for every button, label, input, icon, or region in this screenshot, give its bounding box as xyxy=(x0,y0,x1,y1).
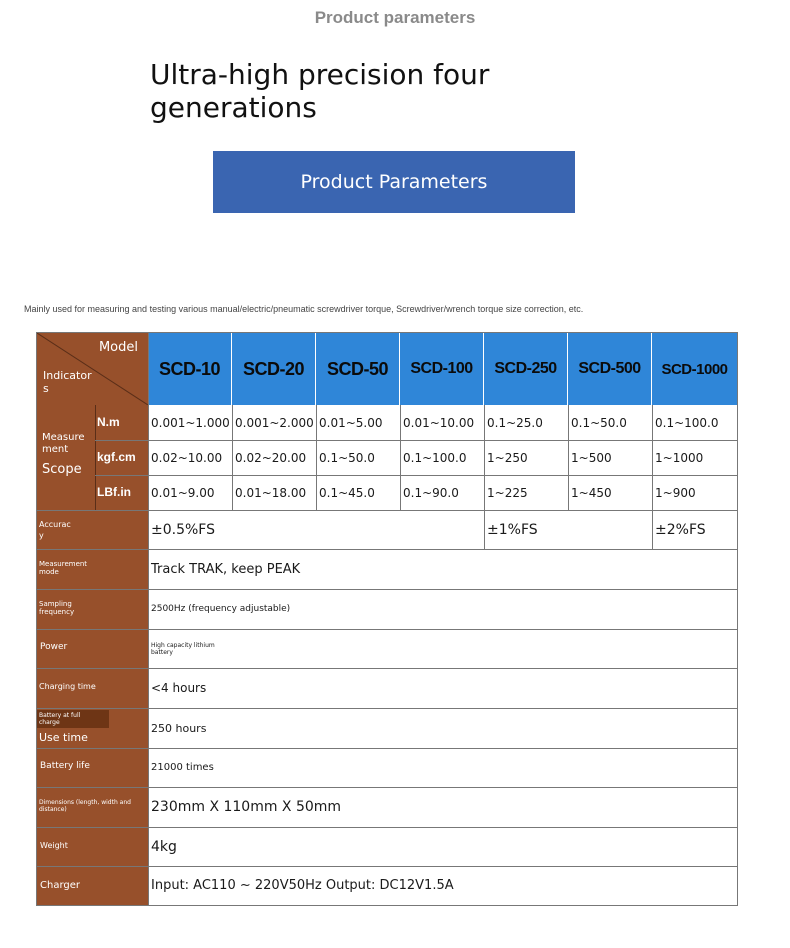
grid-hline xyxy=(37,510,737,511)
grid-vline xyxy=(316,405,317,510)
sampling-frequency-value: 2500Hz (frequency adjustable) xyxy=(151,604,291,614)
power-value: High capacity lithium battery xyxy=(151,641,215,656)
corner-indicators-label: Indicators xyxy=(43,369,92,395)
grid-vline xyxy=(568,405,569,510)
parameters-table xyxy=(36,332,738,906)
scope-kgf-6: 1~500 xyxy=(571,450,612,465)
row-label-measurement-mode xyxy=(37,549,148,589)
charging-time-label: Charging time xyxy=(39,682,96,691)
grid-hline xyxy=(37,589,737,590)
row-label-charging-time xyxy=(37,668,148,708)
scope-nm-3: 0.01~5.00 xyxy=(319,415,383,430)
use-time-value: 250 hours xyxy=(151,721,207,735)
product-parameters-banner xyxy=(213,151,575,213)
scope-nm-6: 0.1~50.0 xyxy=(571,415,627,430)
model-header-3: SCD-50 xyxy=(316,333,400,405)
row-label-dimensions xyxy=(37,787,148,827)
scope-nm-5: 0.1~25.0 xyxy=(487,415,543,430)
measurement-mode-value: Track TRAK, keep PEAK xyxy=(151,561,301,577)
sampling-frequency-label: Sampling frequency xyxy=(39,600,75,616)
dimensions-value: 230mm X 110mm X 50mm xyxy=(151,799,342,815)
scope-nm-4: 0.01~10.00 xyxy=(403,415,475,430)
unit-kgfcm: kgf.cm xyxy=(95,440,148,475)
scope-label: Scope xyxy=(42,462,82,477)
unit-nm: N.m xyxy=(95,405,148,440)
grid-hline xyxy=(37,629,737,630)
accuracy-value-3: ±2%FS xyxy=(655,521,706,538)
scope-lbf-2: 0.01~18.00 xyxy=(235,485,307,500)
dimensions-label: Dimensions (length, width and distance) xyxy=(39,799,131,813)
grid-hline xyxy=(95,440,737,441)
scope-label-cell xyxy=(37,405,95,510)
model-header-1: SCD-10 xyxy=(148,333,232,405)
charging-time-value: <4 hours xyxy=(151,681,207,695)
weight-label: Weight xyxy=(40,841,68,850)
battery-life-label: Battery life xyxy=(40,761,90,771)
weight-value: 4kg xyxy=(151,838,177,855)
scope-kgf-1: 0.02~10.00 xyxy=(151,450,223,465)
grid-vline xyxy=(400,405,401,510)
charger-label: Charger xyxy=(40,880,80,891)
accuracy-value-2: ±1%FS xyxy=(487,521,538,538)
row-label-charger xyxy=(37,866,148,905)
grid-hline xyxy=(37,668,737,669)
unit-lbfin: LBf.in xyxy=(95,475,148,510)
grid-hline xyxy=(37,787,737,788)
description: Mainly used for measuring and testing various manual/electric/pneumatic screwdriver torque, Screwdriver/wrench torque size correction, etc. xyxy=(24,304,584,314)
grid-hline xyxy=(37,866,737,867)
grid-hline xyxy=(37,549,737,550)
measurement-mode-label: Measurement mode xyxy=(39,560,88,576)
battery-life-value: 21000 times xyxy=(151,762,214,773)
grid-hline xyxy=(95,475,737,476)
row-label-use-time xyxy=(37,708,148,748)
power-label: Power xyxy=(40,642,68,652)
scope-kgf-3: 0.1~50.0 xyxy=(319,450,375,465)
grid-vline xyxy=(652,405,653,549)
model-header-7: SCD-1000 xyxy=(652,333,737,405)
row-label-power xyxy=(37,629,148,668)
row-label-sampling-frequency xyxy=(37,589,148,629)
grid-hline xyxy=(37,748,737,749)
model-header-2: SCD-20 xyxy=(232,333,316,405)
battery-full-charge-label: Battery at full charge xyxy=(39,712,81,726)
corner-model-label: Model xyxy=(98,340,138,355)
scope-nm-1: 0.001~1.000 xyxy=(151,415,230,430)
grid-hline xyxy=(37,708,737,709)
model-header-5: SCD-250 xyxy=(484,333,568,405)
grid-vline xyxy=(484,405,485,549)
scope-lbf-6: 1~450 xyxy=(571,485,612,500)
corner-cell xyxy=(37,333,148,405)
scope-lbf-3: 0.1~45.0 xyxy=(319,485,375,500)
model-header-6: SCD-500 xyxy=(568,333,652,405)
scope-kgf-4: 0.1~100.0 xyxy=(403,450,467,465)
grid-vline xyxy=(232,405,233,510)
scope-kgf-7: 1~1000 xyxy=(655,450,704,465)
scope-lbf-7: 1~900 xyxy=(655,485,696,500)
accuracy-value-1: ±0.5%FS xyxy=(151,521,215,538)
headline: Ultra-high precision four generations xyxy=(150,58,490,124)
grid-vline xyxy=(95,405,96,510)
scope-kgf-2: 0.02~20.00 xyxy=(235,450,307,465)
measure-label: Measurement xyxy=(42,432,85,455)
accuracy-label: Accuracy xyxy=(39,520,71,540)
banner-label: Product Parameters xyxy=(300,171,488,193)
model-header-4: SCD-100 xyxy=(400,333,484,405)
scope-nm-2: 0.001~2.000 xyxy=(235,415,314,430)
accuracy-label-cell xyxy=(37,510,148,549)
grid-vline xyxy=(148,333,149,905)
scope-lbf-5: 1~225 xyxy=(487,485,528,500)
grid-hline xyxy=(37,827,737,828)
scope-nm-7: 0.1~100.0 xyxy=(655,415,719,430)
scope-lbf-4: 0.1~90.0 xyxy=(403,485,459,500)
use-time-label: Use time xyxy=(39,731,88,744)
scope-kgf-5: 1~250 xyxy=(487,450,528,465)
top-title: Product parameters xyxy=(314,8,476,27)
row-label-battery-life xyxy=(37,748,148,787)
scope-lbf-1: 0.01~9.00 xyxy=(151,485,215,500)
charger-value: Input: AC110 ~ 220V50Hz Output: DC12V1.5A xyxy=(151,878,454,893)
row-label-weight xyxy=(37,827,148,866)
